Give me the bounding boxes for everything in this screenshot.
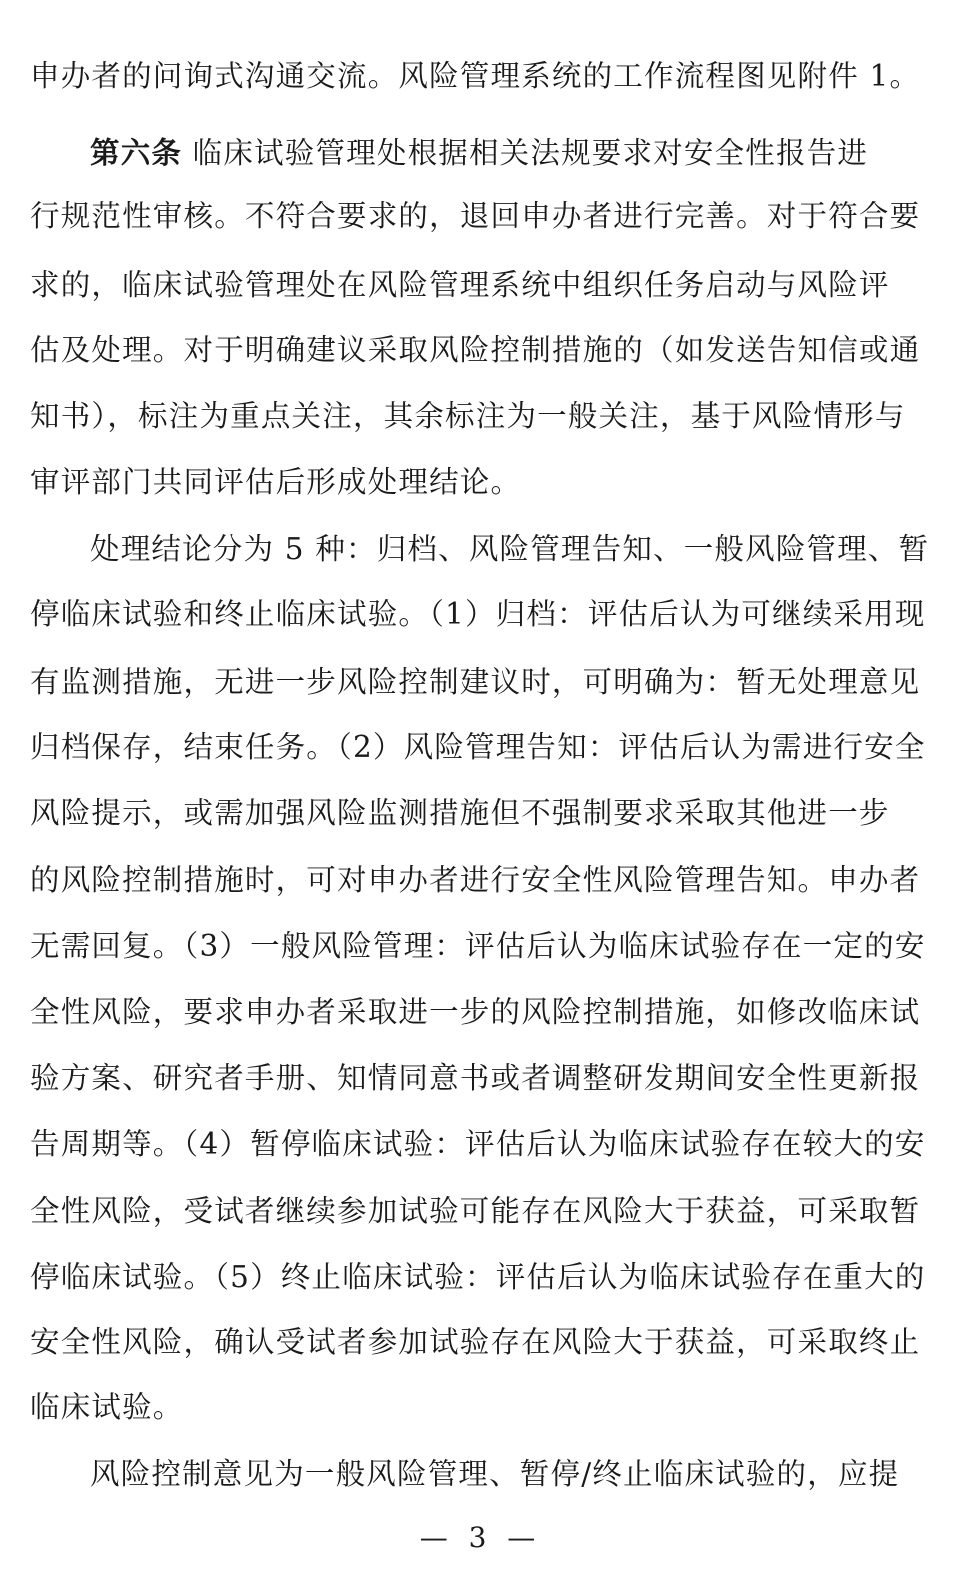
article-six-term: 第六条 [90,135,183,170]
text-line: 验方案、研究者手册、知情同意书或者调整研发期间安全性更新报 [30,1061,921,1095]
text-line: 风险提示，或需加强风险监测措施但不强制要求采取其他进一步 [30,796,890,830]
paragraph-start-line: 处理结论分为 5 种：归档、风险管理告知、一般风险管理、暂 [90,532,930,566]
text-line: 审评部门共同评估后形成处理结论。 [30,465,522,499]
text-line: 知书），标注为重点关注，其余标注为一般关注，基于风险情形与 [30,399,906,433]
text-line: 安全性风险，确认受试者参加试验存在风险大于获益，可采取终止 [30,1325,921,1359]
text-line: 的风险控制措施时，可对申办者进行安全性风险管理告知。申办者 [30,863,921,897]
text-line: 停临床试验。（5）终止临床试验：评估后认为临床试验存在重大的 [30,1260,926,1294]
text-line: 申办者的问询式沟通交流。风险管理系统的工作流程图见附件 1。 [30,59,921,93]
text-line: 归档保存，结束任务。（2）风险管理告知：评估后认为需进行安全 [30,730,926,764]
text-line: 有监测措施，无进一步风险控制建议时，可明确为：暂无处理意见 [30,665,921,699]
page-number: — 3 — [419,1521,542,1554]
text-line: 临床试验。 [30,1390,184,1424]
paragraph-start-line: 风险控制意见为一般风险管理、暂停/终止临床试验的，应提 [90,1457,900,1491]
text-line: 估及处理。对于明确建议采取风险控制措施的（如发送告知信或通 [30,333,921,367]
text-line: 行规范性审核。不符合要求的，退回申办者进行完善。对于符合要 [30,199,921,233]
article-six-text: 临床试验管理处根据相关法规要求对安全性报告进 [182,136,869,170]
text-line: 全性风险，要求申办者采取进一步的风险控制措施，如修改临床试 [30,995,921,1029]
article-six-heading-line [90,135,935,171]
text-line: 求的，临床试验管理处在风险管理系统中组织任务启动与风险评 [30,268,890,302]
text-line: 停临床试验和终止临床试验。（1）归档：评估后认为可继续采用现 [30,597,926,631]
text-line: 无需回复。（3）一般风险管理：评估后认为临床试验存在一定的安 [30,929,926,963]
text-line: 告周期等。（4）暂停临床试验：评估后认为临床试验存在较大的安 [30,1127,926,1161]
text-line: 全性风险，受试者继续参加试验可能存在风险大于获益，可采取暂 [30,1194,921,1228]
